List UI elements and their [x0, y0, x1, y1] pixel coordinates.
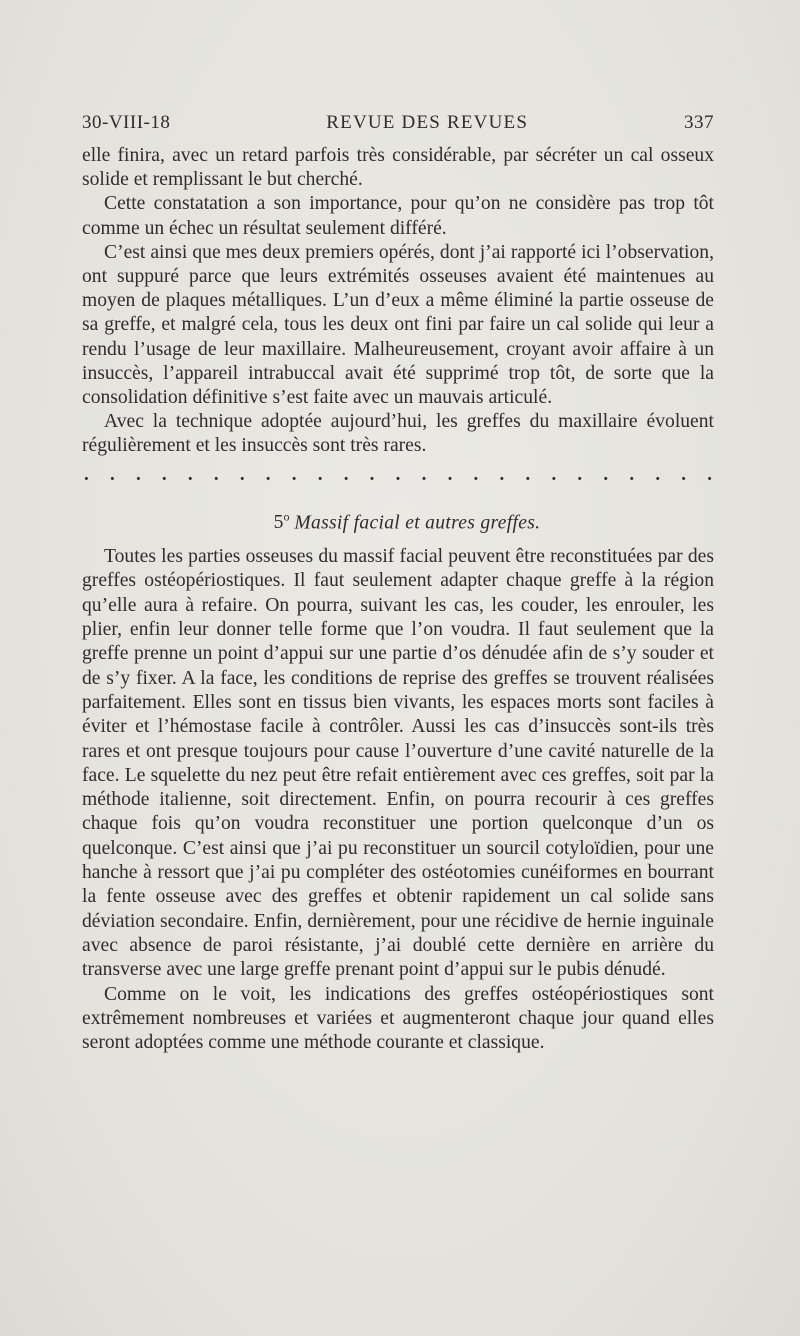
separator-dot: .: [84, 463, 89, 485]
separator-dot: .: [603, 463, 609, 485]
separator-dot: .: [187, 463, 193, 485]
separator-dot: .: [447, 463, 453, 485]
separator-dot: .: [317, 463, 323, 485]
separator-dot: .: [265, 463, 271, 485]
separator-dot: .: [421, 463, 427, 485]
header-title: REVUE DES REVUES: [326, 112, 529, 133]
separator-dot: .: [577, 463, 583, 485]
separator-dot: .: [369, 463, 375, 485]
paragraph: elle finira, avec un retard parfois très considérable, par sécréter un cal osseux solide et remplissant le but cherché.: [82, 145, 714, 191]
separator-dot: .: [499, 463, 505, 485]
page-content: [82, 112, 714, 1055]
section-heading: [82, 505, 714, 536]
paragraph: Comme on le voit, les indications des greffes ostéopériostiques sont extrêmement nombreuses et variées et augmenteront chaque jour quand elles seront adoptées comme une méthode courante et classique.: [82, 983, 714, 1054]
separator-dot: .: [655, 463, 661, 485]
separator-dot: .: [109, 463, 115, 485]
header-date: 30-VIII-18: [82, 112, 171, 133]
separator-dot: .: [681, 463, 687, 485]
section-number: 5$^o$: [273, 509, 290, 534]
separator-dot: .: [161, 463, 167, 485]
section-title: Massif facial et autres greffes.: [294, 512, 541, 534]
separator-dot: .: [473, 463, 479, 485]
separator-dot: .: [135, 463, 141, 485]
separator-dot: .: [395, 463, 401, 485]
separator-dot: .: [525, 463, 531, 485]
section-5-text: [82, 545, 714, 1055]
separator-dot: .: [343, 463, 349, 485]
paragraph: Cette constatation a son importance, pour qu’on ne considère pas trop tôt comme un échec un résultat seulement différé.: [82, 193, 714, 239]
running-header: [82, 112, 714, 144]
separator-dot: .: [629, 463, 635, 485]
paragraph: Avec la technique adoptée aujourd’hui, les greffes du maxillaire évoluent régulièrement et les insuccès sont très rares.: [82, 411, 714, 457]
separator-dot: .: [707, 463, 712, 485]
separator-dot: .: [239, 463, 245, 485]
separator-dot: .: [291, 463, 297, 485]
page-number: 337: [684, 112, 714, 133]
separator-dot: .: [551, 463, 557, 485]
section-4-text: [82, 144, 714, 459]
separator-dot: .: [213, 463, 219, 485]
separator-dots: [82, 463, 714, 489]
paragraph: Toutes les parties osseuses du massif facial peuvent être reconstituées par des greffes ostéopériostiques. Il faut seulement adapter chaque greffe à la région qu’elle aura à refaire. On pourra, suivant les cas, les couder, les enrouler, les plier, enfin leur donner telle forme que l’on voudra. Il faut seulement que la greffe prenne un point d’appui sur une partie d’os dénudée afin de s’y souder et de s’y fixer. A la face, les conditions de reprise des greffes se trouvent réalisées parfaitement. Elles sont en tissus bien vivants, les espaces morts sont faciles à éviter et l’hémostase facile à contrôler. Aussi les cas d’insuccès sont-ils très rares et ont presque toujours pour cause l’ouverture d’une cavité naturelle de la face. Le squelette du nez peut être refait entièrement avec ces greffes, soit par la méthode italienne, soit directement. Enfin, on pourra recourir à ces greffes chaque fois qu’on voudra reconstituer une portion quelconque d’un os quelconque. C’est ainsi que j’ai pu reconstituer un sourcil cotyloïdien, pour une hanche à ressort que j’ai pu compléter des ostéotomies cunéiformes en bourrant la fente osseuse avec des greffes et obtenir rapidement un cal solide sans déviation secondaire. Enfin, dernièrement, pour une récidive de hernie inguinale avec absence de paroi résistante, j’ai doublé cette dernière en arrière du transverse avec une large greffe prenant point d’appui sur le pubis dénudé.: [82, 546, 714, 981]
paragraph: C’est ainsi que mes deux premiers opérés, dont j’ai rapporté ici l’observation, ont suppuré parce que leurs extrémités osseuses avaient été maintenues au moyen de plaques métalliques. L’un d’eux a même éliminé la partie osseuse de sa greffe, et malgré cela, tous les deux ont fini par faire un cal solide qui leur a rendu l’usage de leur maxillaire. Malheureusement, croyant avoir affaire à un insuccès, l’appareil intrabuccal avait été supprimé trop tôt, de sorte que la consolidation définitive s’est faite avec un mauvais articulé.: [82, 241, 714, 409]
